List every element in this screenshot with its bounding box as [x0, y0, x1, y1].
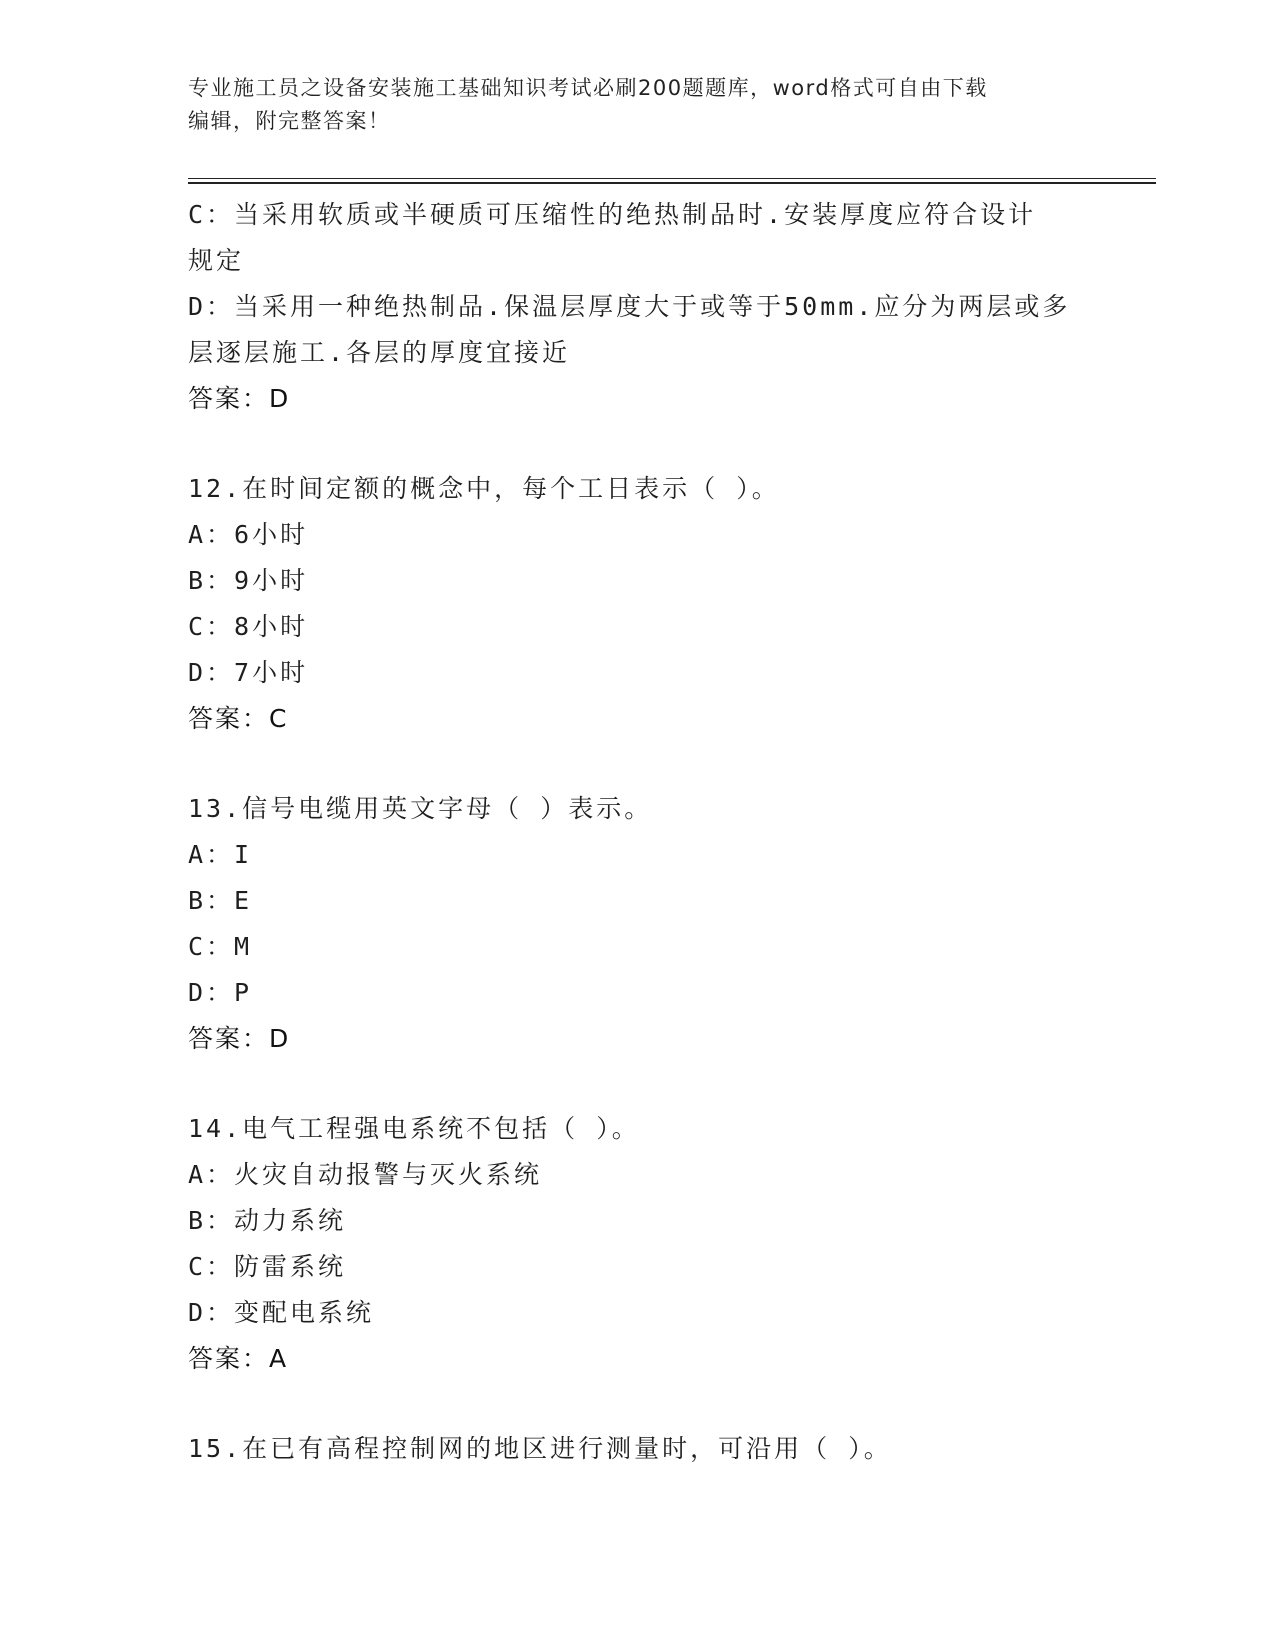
option-a: A：火灾自动报警与灭火系统	[188, 1160, 543, 1189]
option-d-continued: 层逐层施工.各层的厚度宜接近	[188, 338, 571, 367]
option-c: C：防雷系统	[188, 1252, 347, 1281]
option-d: D：7小时	[188, 658, 309, 687]
header-divider-thin	[188, 178, 1156, 179]
header-divider-thick	[188, 182, 1156, 184]
answer: 答案：D	[188, 384, 291, 413]
question-stem: 15.在已有高程控制网的地区进行测量时，可沿用（ ）。	[188, 1434, 892, 1463]
option-d: D：P	[188, 978, 253, 1007]
option-b: B：动力系统	[188, 1206, 347, 1235]
answer: 答案：D	[188, 1024, 291, 1053]
answer: 答案：A	[188, 1344, 289, 1373]
question-content	[188, 192, 1088, 1472]
option-b: B：E	[188, 886, 253, 915]
question-12	[188, 466, 1088, 742]
question-13	[188, 786, 1088, 1062]
document-header	[188, 72, 1068, 138]
option-d: D：当采用一种绝热制品.保温层厚度大于或等于50mm.应分为两层或多	[188, 292, 1071, 321]
option-c-continued: 规定	[188, 246, 245, 275]
option-a: A：6小时	[188, 520, 309, 549]
option-c: C：8小时	[188, 612, 309, 641]
question-11-tail	[188, 192, 1088, 422]
question-15	[188, 1426, 1088, 1472]
option-a: A：I	[188, 840, 253, 869]
answer: 答案：C	[188, 704, 289, 733]
option-d: D：变配电系统	[188, 1298, 375, 1327]
question-stem: 12.在时间定额的概念中，每个工日表示（ ）。	[188, 474, 780, 503]
option-c: C：M	[188, 932, 253, 961]
header-title-line-2: 编辑，附完整答案！	[188, 109, 391, 133]
option-b: B：9小时	[188, 566, 309, 595]
question-stem: 14.电气工程强电系统不包括（ ）。	[188, 1114, 640, 1143]
question-14	[188, 1106, 1088, 1382]
question-stem: 13.信号电缆用英文字母（ ）表示。	[188, 794, 653, 823]
option-c: C：当采用软质或半硬质可压缩性的绝热制品时.安装厚度应符合设计	[188, 200, 1037, 229]
header-title-line-1: 专业施工员之设备安装施工基础知识考试必刷200题题库，word格式可自由下载	[188, 76, 988, 100]
